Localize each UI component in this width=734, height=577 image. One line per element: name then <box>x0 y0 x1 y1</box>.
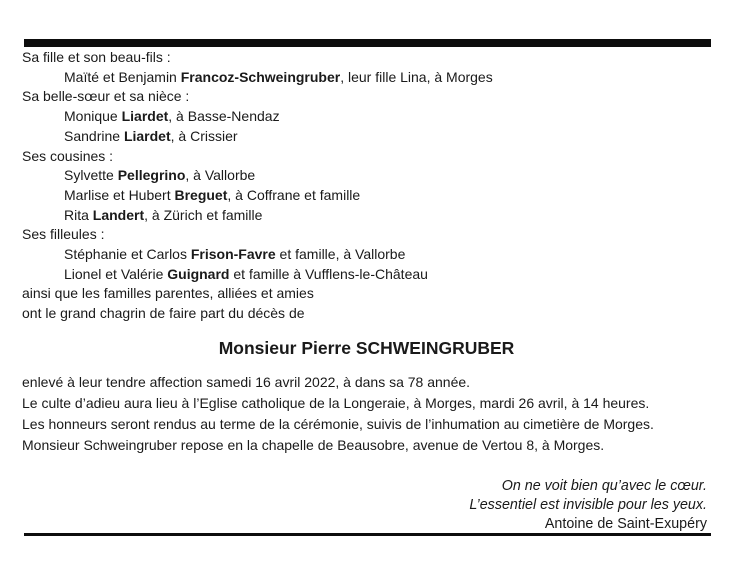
family-name: Guignard <box>167 265 230 282</box>
family-member-line: Stéphanie et Carlos Frison-Favre et famille, à Vallorbe <box>64 246 406 263</box>
notice-content <box>22 0 711 577</box>
family-name: Breguet <box>174 186 228 203</box>
family-member-line: Rita Landert, à Zürich et famille <box>64 206 263 223</box>
relation-label: Ses cousines : <box>22 147 114 164</box>
bottom-divider <box>24 533 711 536</box>
family-member-line: Monique Liardet, à Basse-Nendaz <box>64 108 280 125</box>
detail-line: Les honneurs seront rendus au terme de la cérémonie, suivis de l’inhumation au cimetière de Morges. <box>22 415 654 432</box>
ceremony-details <box>22 372 711 456</box>
closing-phrase: ainsi que les familles parentes, alliées et amies <box>22 285 314 302</box>
family-name: Landert <box>92 206 145 223</box>
top-divider <box>24 39 711 47</box>
memorial-quote <box>22 477 707 534</box>
family-name: Frison-Favre <box>190 246 276 263</box>
family-member-line: Sylvette Pellegrino, à Vallorbe <box>64 167 256 184</box>
family-name: Liardet <box>123 127 171 144</box>
quote-line: L’essentiel est invisible pour les yeux. <box>469 497 707 513</box>
detail-line: Monsieur Schweingruber repose en la chapelle de Beausobre, avenue de Vertou 8, à Morges. <box>22 436 605 453</box>
relation-label: Sa fille et son beau-fils : <box>22 49 171 65</box>
family-member-line: Maïté et Benjamin Francoz-Schweingruber, leur fille Lina, à Morges <box>64 68 493 85</box>
family-member-line: Lionel et Valérie Guignard et famille à Vufflens-le-Château <box>64 265 428 282</box>
detail-line: enlevé à leur tendre affection samedi 16 avril 2022, à dans sa 78 année. <box>22 374 471 390</box>
relation-label: Ses filleules : <box>22 226 105 243</box>
quote-attribution: Antoine de Saint-Exupéry <box>544 516 707 532</box>
family-name: Pellegrino <box>117 167 186 184</box>
detail-line: Le culte d’adieu aura lieu à l’Eglise catholique de la Longeraie, à Morges, mardi 26 avril, à 14 heures. <box>22 394 650 411</box>
family-member-line: Sandrine Liardet, à Crissier <box>64 127 238 144</box>
quote-line: On ne voit bien qu’avec le cœur. <box>501 478 707 494</box>
family-list <box>22 48 711 324</box>
closing-phrase: ont le grand chagrin de faire part du décès de <box>22 305 305 322</box>
relation-label: Sa belle-sœur et sa nièce : <box>22 88 190 105</box>
family-name: Francoz-Schweingruber <box>180 68 341 85</box>
family-name: Liardet <box>121 108 169 125</box>
deceased-name-title: Monsieur Pierre SCHWEINGRUBER <box>218 338 515 358</box>
family-member-line: Marlise et Hubert Breguet, à Coffrane et famille <box>64 186 361 203</box>
